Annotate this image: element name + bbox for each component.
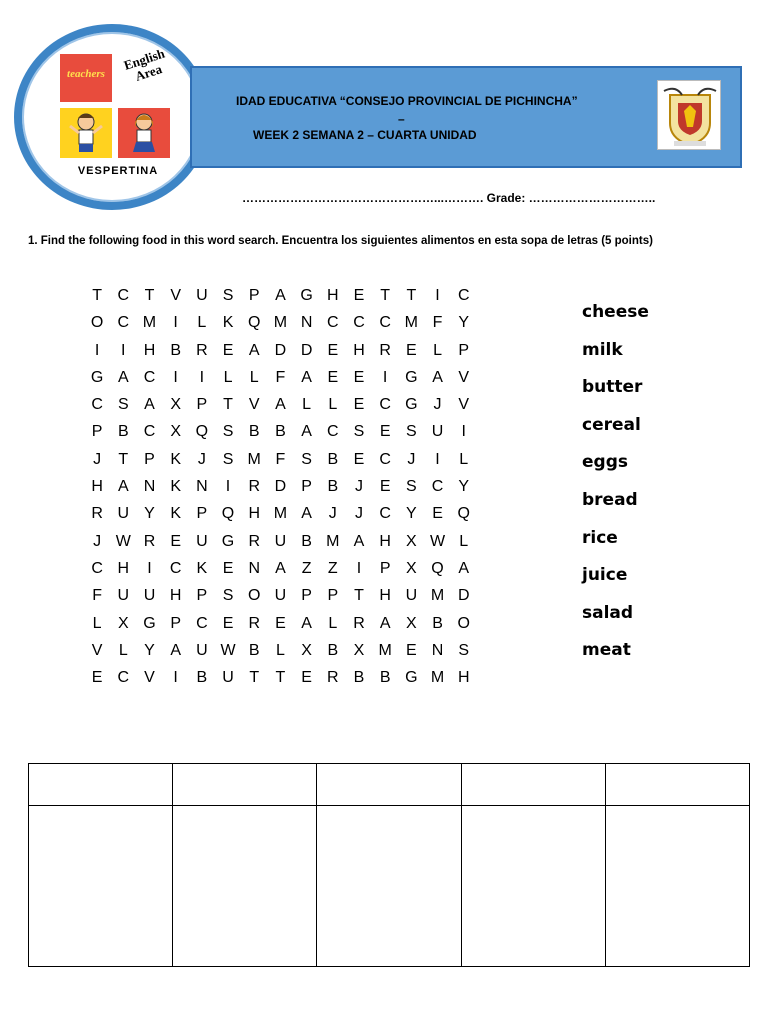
grid-letter: B — [327, 450, 339, 468]
grid-letter: J — [354, 478, 363, 496]
grid-letter: J — [93, 450, 102, 468]
grid-letter: U — [274, 587, 287, 605]
grid-letter: E — [327, 368, 339, 386]
grid-letter: I — [382, 368, 388, 386]
answer-cell[interactable] — [605, 806, 749, 967]
grid-letter: E — [222, 614, 234, 632]
grid-letter: B — [301, 532, 312, 550]
answer-cell[interactable] — [173, 806, 317, 967]
answer-cell[interactable] — [29, 806, 173, 967]
grid-letter: W — [220, 641, 236, 659]
grid-letter: W — [115, 532, 131, 550]
grid-letter: A — [117, 478, 129, 496]
grid-letter: L — [197, 314, 207, 332]
grid-letter: H — [353, 341, 365, 359]
grid-letter: C — [196, 614, 208, 632]
grid-letter: I — [225, 478, 231, 496]
grid-letter: A — [301, 423, 312, 441]
grid-letter: B — [327, 641, 339, 659]
answer-header-cell[interactable] — [173, 764, 317, 806]
grid-letter: C — [353, 314, 365, 332]
grid-letter: C — [327, 314, 339, 332]
grid-letter: U — [117, 587, 130, 605]
grid-letter: H — [143, 341, 156, 359]
grid-letter: C — [379, 450, 391, 468]
grid-letter: O — [457, 614, 470, 632]
grid-letter: A — [379, 614, 391, 632]
grid-letter: U — [117, 505, 130, 523]
grid-letter: E — [353, 287, 365, 304]
grid-letter: L — [223, 368, 233, 386]
teachers-label: teachers — [67, 68, 105, 80]
grid-letter: C — [327, 423, 339, 441]
grid-letter: A — [248, 341, 260, 359]
grid-letter: Z — [327, 559, 338, 577]
grid-letter: G — [221, 532, 235, 550]
grid-letter: I — [173, 314, 178, 332]
word-search-grid — [84, 284, 484, 693]
grid-letter: B — [196, 669, 208, 687]
grid-letter: B — [275, 423, 286, 441]
grid-letter: R — [196, 341, 208, 359]
grid-letter: B — [379, 669, 391, 687]
grid-letter: E — [379, 478, 391, 496]
word-list — [582, 299, 702, 675]
grid-letter: E — [275, 614, 286, 632]
grid-letter: U — [222, 669, 234, 687]
grid-letter: N — [248, 559, 260, 577]
grid-letter: V — [248, 396, 260, 414]
grid-letter: S — [222, 450, 234, 468]
school-crest-icon — [657, 80, 721, 150]
grid-letter: Z — [301, 559, 312, 577]
grid-letter: H — [379, 587, 391, 605]
grid-letter: M — [142, 314, 157, 332]
grid-letter: P — [196, 396, 208, 414]
grid-letter: C — [91, 396, 103, 414]
grid-letter: V — [458, 368, 470, 386]
grid-letter: I — [173, 669, 178, 687]
grid-letter: R — [143, 532, 156, 550]
grid-letter: V — [170, 287, 181, 304]
answer-header-cell[interactable] — [29, 764, 173, 806]
grid-letter: C — [431, 478, 444, 496]
grid-letter: A — [301, 505, 312, 523]
grid-letter: L — [328, 614, 338, 632]
grid-letter: Y — [458, 478, 470, 496]
grid-letter: M — [273, 505, 288, 523]
grid-letter: F — [92, 587, 102, 605]
grid-letter: D — [300, 341, 313, 359]
grid-letter: B — [117, 423, 129, 441]
grid-letter: V — [91, 641, 103, 659]
grid-letter: P — [196, 505, 208, 523]
grid-letter: R — [248, 532, 260, 550]
grid-letter: Q — [457, 505, 470, 523]
grid-letter: R — [327, 669, 339, 687]
grid-letter: Y — [144, 641, 155, 659]
grid-letter: L — [275, 641, 285, 659]
grid-letter: M — [247, 450, 261, 468]
grid-letter: H — [457, 669, 470, 687]
answer-header-cell[interactable] — [461, 764, 605, 806]
grid-letter: X — [301, 641, 312, 659]
grid-letter: I — [435, 450, 440, 468]
grid-letter: S — [406, 478, 417, 496]
grid-letter: F — [275, 450, 286, 468]
grid-letter: T — [406, 287, 417, 304]
grid-letter: F — [275, 368, 286, 386]
grid-letter: U — [274, 532, 287, 550]
school-logo — [14, 24, 210, 210]
grid-letter: E — [91, 669, 103, 687]
grid-letter: G — [90, 368, 104, 386]
grid-letter: G — [143, 614, 156, 632]
kid-boy-icon — [60, 108, 112, 158]
grid-letter: Y — [144, 505, 155, 523]
grid-letter: H — [117, 559, 130, 577]
word-item-eggs: eggs — [582, 452, 628, 473]
grid-letter: R — [353, 614, 365, 632]
grid-letter: R — [91, 505, 103, 523]
grid-letter: T — [354, 587, 364, 605]
grid-letter: T — [275, 669, 286, 687]
grid-letter: T — [92, 287, 102, 304]
grid-letter: I — [356, 559, 362, 577]
grid-letter: U — [196, 532, 208, 550]
grid-letter: J — [93, 532, 102, 550]
grid-letter: B — [248, 423, 260, 441]
grid-letter: N — [431, 641, 444, 659]
grid-letter: P — [170, 614, 181, 632]
grid-letter: T — [118, 450, 129, 468]
grid-letter: K — [222, 314, 234, 332]
grid-letter: B — [170, 341, 181, 359]
grid-letter: P — [248, 287, 260, 304]
grid-letter: E — [406, 641, 417, 659]
word-item-rice: rice — [582, 527, 618, 548]
answer-cell[interactable] — [317, 806, 461, 967]
grid-letter: I — [121, 341, 126, 359]
grid-letter: T — [380, 287, 391, 304]
grid-letter: E — [353, 450, 365, 468]
grid-letter: P — [196, 587, 208, 605]
grid-letter: A — [458, 559, 470, 577]
word-item-cereal: cereal — [582, 414, 641, 435]
grid-letter: D — [274, 341, 287, 359]
grid-letter: L — [118, 641, 128, 659]
grid-letter: I — [173, 368, 178, 386]
grid-letter: P — [327, 587, 339, 605]
grid-letter: M — [430, 587, 445, 605]
grid-letter: K — [170, 505, 181, 523]
grid-letter: E — [222, 341, 234, 359]
grid-letter: X — [170, 396, 181, 414]
grid-letter: H — [379, 532, 391, 550]
grid-letter: X — [117, 614, 129, 632]
grid-letter: S — [353, 423, 365, 441]
grid-letter: Y — [458, 314, 470, 332]
grid-letter: I — [147, 559, 152, 577]
grid-letter: G — [405, 368, 418, 386]
grid-letter: C — [91, 559, 103, 577]
answer-header-cell[interactable] — [605, 764, 749, 806]
grid-letter: G — [405, 396, 418, 414]
grid-letter: H — [91, 478, 103, 496]
grid-letter: V — [144, 669, 155, 687]
grid-letter: B — [353, 669, 365, 687]
grid-letter: B — [248, 641, 260, 659]
name-grade-line: …………………………………………...………. Grade: ………………………….. — [242, 191, 656, 205]
grid-letter: A — [170, 641, 181, 659]
grid-letter: C — [117, 669, 130, 687]
word-item-meat: meat — [582, 640, 631, 661]
grid-letter: E — [379, 423, 391, 441]
grid-letter: C — [143, 368, 156, 386]
grid-letter: P — [301, 587, 312, 605]
grid-letter: A — [117, 368, 129, 386]
grid-letter: O — [90, 314, 104, 332]
grid-letter: I — [461, 423, 466, 441]
answer-cell[interactable] — [461, 806, 605, 967]
grid-letter: M — [378, 641, 392, 659]
grid-letter: C — [457, 287, 470, 304]
answer-header-cell[interactable] — [317, 764, 461, 806]
grid-letter: Q — [431, 559, 444, 577]
grid-letter: A — [301, 368, 312, 386]
kid-girl-icon — [118, 108, 170, 158]
grid-letter: X — [353, 641, 365, 659]
grid-letter: G — [300, 287, 313, 304]
grid-letter: U — [405, 587, 418, 605]
grid-letter: S — [458, 641, 470, 659]
grid-letter: I — [94, 341, 100, 359]
grid-letter: U — [196, 287, 208, 304]
grid-letter: K — [170, 478, 181, 496]
grid-letter: E — [327, 341, 339, 359]
grid-letter: R — [379, 341, 391, 359]
grid-letter: L — [459, 532, 469, 550]
grid-letter: J — [407, 450, 416, 468]
grid-letter: S — [406, 423, 417, 441]
grid-letter: K — [196, 559, 208, 577]
grid-letter: Q — [195, 423, 209, 441]
grid-letter: N — [196, 478, 208, 496]
grid-letter: B — [327, 478, 339, 496]
grid-letter: N — [143, 478, 156, 496]
grid-letter: A — [275, 396, 286, 414]
grid-letter: A — [275, 287, 286, 304]
grid-letter: Q — [247, 314, 261, 332]
word-item-salad: salad — [582, 602, 634, 623]
grid-letter: G — [405, 669, 418, 687]
grid-letter: B — [432, 614, 443, 632]
grid-letter: C — [379, 505, 391, 523]
grid-letter: D — [274, 478, 287, 496]
grid-letter: X — [170, 423, 181, 441]
grid-letter: M — [404, 314, 418, 332]
word-item-bread: bread — [582, 489, 638, 510]
word-item-milk: milk — [582, 339, 623, 360]
grid-letter: V — [458, 396, 470, 414]
grid-letter: E — [406, 341, 417, 359]
grid-letter: L — [249, 368, 259, 386]
grid-letter: T — [223, 396, 233, 414]
grid-letter: E — [301, 669, 312, 687]
grid-letter: C — [379, 396, 391, 414]
grid-letter: X — [406, 532, 417, 550]
grid-letter: X — [406, 559, 417, 577]
grid-letter: M — [273, 314, 288, 332]
grid-letter: P — [379, 559, 391, 577]
header-dash: – — [398, 112, 405, 126]
grid-letter: L — [328, 396, 338, 414]
grid-letter: C — [143, 423, 156, 441]
grid-letter: E — [222, 559, 234, 577]
grid-letter: P — [301, 478, 312, 496]
grid-letter: L — [92, 614, 102, 632]
grid-letter: A — [144, 396, 155, 414]
grid-letter: E — [353, 368, 365, 386]
english-area-label: English Area — [121, 45, 167, 84]
grid-letter: H — [169, 587, 182, 605]
grid-letter: N — [300, 314, 313, 332]
grid-letter: J — [197, 450, 206, 468]
grid-letter: A — [275, 559, 286, 577]
grid-letter: E — [170, 532, 181, 550]
grid-letter: C — [379, 314, 391, 332]
grid-letter: U — [143, 587, 156, 605]
grid-letter: L — [302, 396, 312, 414]
grid-letter: T — [144, 287, 155, 304]
grid-letter: R — [248, 478, 260, 496]
grid-letter: Y — [406, 505, 417, 523]
word-item-cheese: cheese — [582, 302, 649, 322]
grid-letter: W — [429, 532, 446, 550]
grid-letter: I — [199, 368, 205, 386]
grid-letter: S — [222, 287, 234, 304]
word-item-juice: juice — [582, 565, 628, 586]
grid-letter: H — [248, 505, 260, 523]
vespertina-label: VESPERTINA — [77, 165, 159, 177]
grid-letter: O — [247, 587, 261, 605]
grid-letter: H — [327, 287, 339, 304]
grid-letter: U — [196, 641, 208, 659]
instruction-text: 1. Find the following food in this word search. Encuentra los siguientes alimentos en esta sopa de letras (5 points) — [28, 235, 653, 247]
answer-table — [28, 763, 750, 967]
word-item-butter: butter — [582, 377, 643, 398]
grid-letter: I — [435, 287, 440, 304]
grid-letter: T — [249, 669, 260, 687]
grid-letter: S — [301, 450, 312, 468]
grid-letter: M — [430, 669, 445, 687]
grid-letter: X — [406, 614, 417, 632]
grid-letter: P — [458, 341, 470, 359]
grid-letter: L — [459, 450, 469, 468]
grid-letter: A — [353, 532, 365, 550]
grid-letter: C — [169, 559, 182, 577]
grid-letter: J — [328, 505, 337, 523]
grid-letter: Q — [221, 505, 235, 523]
grid-letter: S — [222, 587, 234, 605]
grid-letter: E — [432, 505, 443, 523]
grid-letter: P — [91, 423, 103, 441]
school-name: IDAD EDUCATIVA “CONSEJO PROVINCIAL DE PICHINCHA” — [236, 94, 578, 108]
grid-letter: S — [117, 396, 129, 414]
grid-letter: D — [457, 587, 470, 605]
grid-letter: R — [248, 614, 260, 632]
week-title: WEEK 2 SEMANA 2 – CUARTA UNIDAD — [253, 128, 477, 142]
grid-letter: U — [431, 423, 444, 441]
grid-letter: L — [433, 341, 442, 359]
grid-letter: C — [117, 314, 130, 332]
grid-letter: K — [170, 450, 181, 468]
grid-letter: F — [432, 314, 443, 332]
grid-letter: C — [117, 287, 130, 304]
grid-letter: A — [432, 368, 443, 386]
grid-letter: E — [353, 396, 365, 414]
grid-letter: J — [354, 505, 363, 523]
grid-letter: A — [301, 614, 312, 632]
grid-letter: M — [326, 532, 340, 550]
grid-letter: J — [433, 396, 442, 414]
teachers-badge — [60, 54, 112, 102]
grid-letter: P — [144, 450, 155, 468]
grid-letter: S — [222, 423, 234, 441]
